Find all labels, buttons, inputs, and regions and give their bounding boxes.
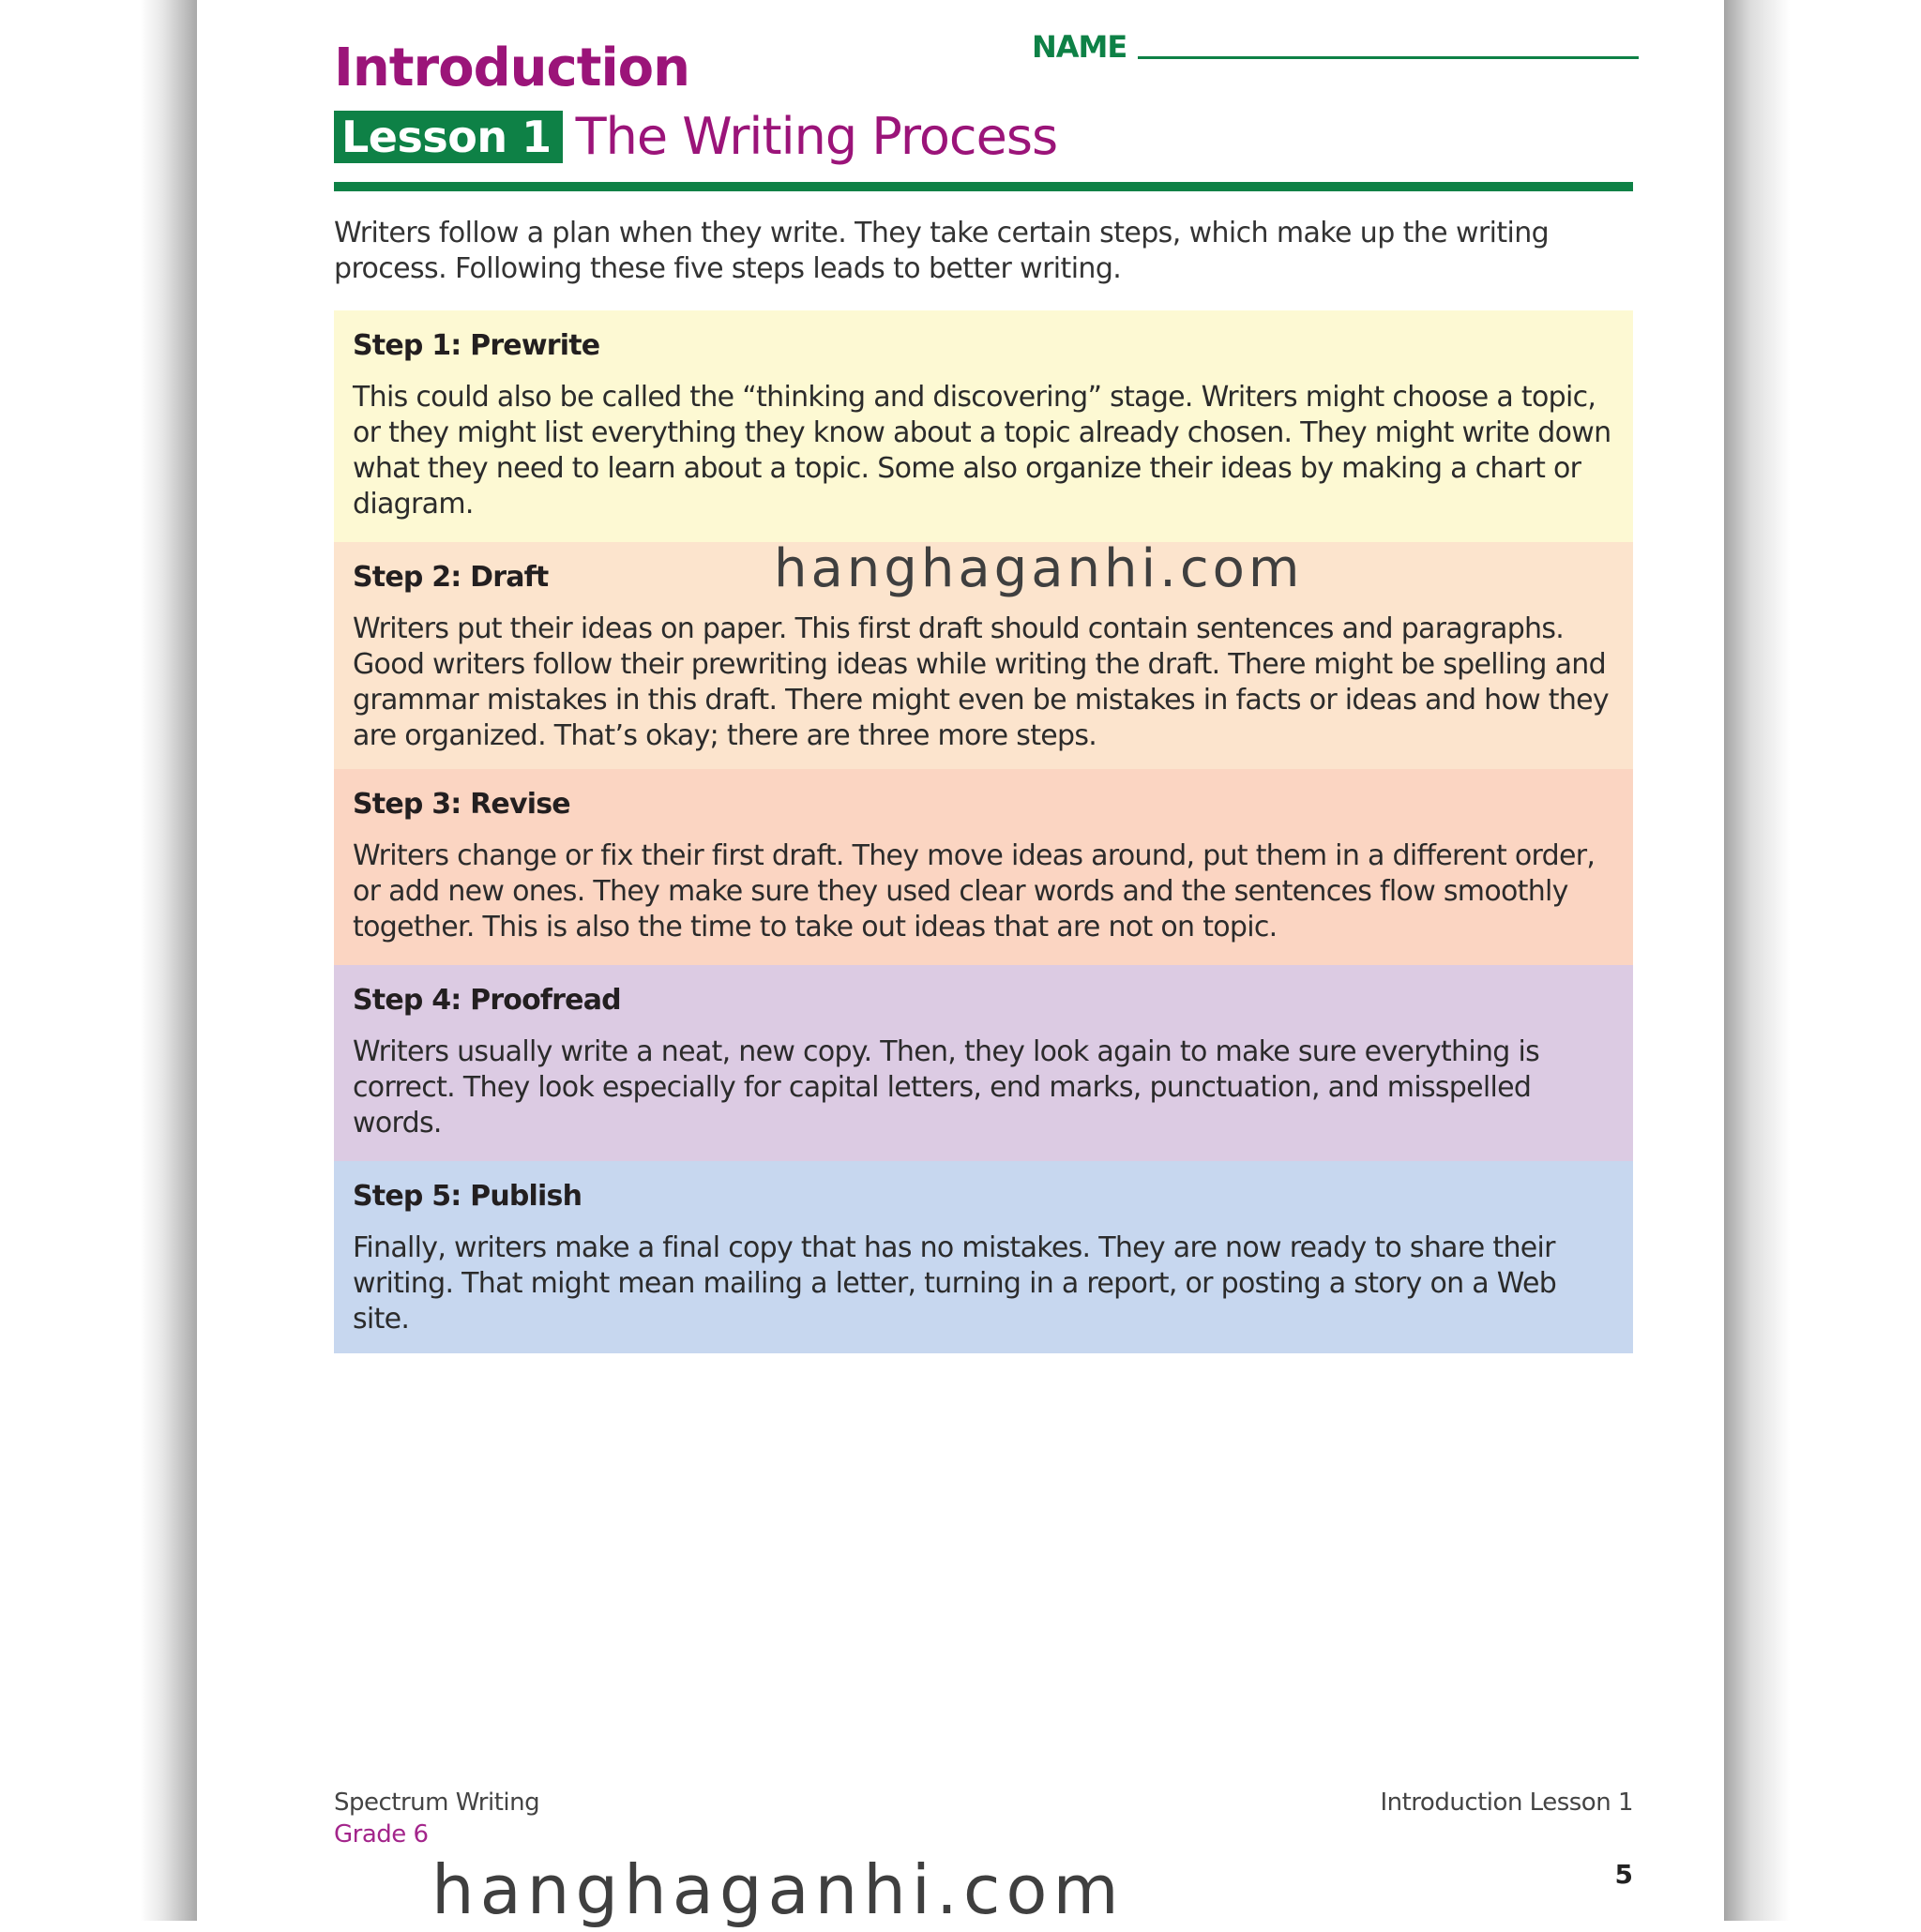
intro-paragraph: Writers follow a plan when they write. They take certain steps, which make up the writing process. Following these five steps leads to better writing. <box>334 217 1550 285</box>
watermark-middle: hanghaganhi.com <box>774 538 1304 599</box>
step-title: Step 1: Prewrite <box>353 329 600 362</box>
step-proofread <box>334 965 1633 1161</box>
step-text: Writers change or fix their first draft. They move ideas around, put them in a different order, or add new ones. They make sure they used clear words and the sentences flow smoothly together. This is also the time to take out ideas that are not on topic. <box>353 839 1596 943</box>
footer-book-info <box>334 1787 539 1850</box>
page-shadow-right <box>1724 0 1790 1921</box>
step-text: Writers put their ideas on paper. This first draft should contain sentences and paragraphs. Good writers follow their prewriting ideas while writing the draft. There might be spelling and grammar mistakes in this draft. There might even be mistakes in facts or ideas and how they are organized. That’s okay; there are three more steps. <box>353 612 1609 752</box>
name-field <box>1032 28 1639 66</box>
header-divider <box>334 182 1633 191</box>
worksheet-page <box>197 0 1724 1921</box>
steps-list <box>334 310 1633 1353</box>
name-write-line[interactable] <box>1138 56 1639 59</box>
step-title: Step 5: Publish <box>353 1180 582 1213</box>
step-text: Writers usually write a neat, new copy. Then, they look again to make sure everything is correct. They look especially for capital letters, end marks, punctuation, and misspelled words. <box>353 1035 1540 1140</box>
watermark-bottom: hanghaganhi.com <box>431 1850 1125 1929</box>
step-title: Step 3: Revise <box>353 788 570 821</box>
name-label: NAME <box>1032 29 1127 65</box>
step-text: Finally, writers make a final copy that has no mistakes. They are now ready to share their writing. That might mean mailing a letter, turning in a report, or posting a story on a Web site. <box>353 1231 1557 1336</box>
page-shadow-left <box>141 0 197 1921</box>
step-text: This could also be called the “thinking and discovering” stage. Writers might choose a topic, or they might list everything they know about a topic already chosen. They might write down what they need to learn about a topic. Some also organize their ideas by making a chart or diagram. <box>353 381 1611 521</box>
footer-grade: Grade 6 <box>334 1820 429 1849</box>
lesson-heading <box>334 107 1058 166</box>
step-revise <box>334 769 1633 965</box>
footer-lesson-ref: Introduction Lesson 1 <box>1380 1789 1633 1817</box>
footer-book-title: Spectrum Writing <box>334 1789 540 1817</box>
lesson-badge: Lesson 1 <box>334 111 563 163</box>
section-title: Introduction <box>334 38 690 98</box>
step-title: Step 4: Proofread <box>353 984 621 1017</box>
step-prewrite <box>334 310 1633 542</box>
step-title: Step 2: Draft <box>353 561 549 594</box>
step-publish <box>334 1161 1633 1353</box>
lesson-title: The Writing Process <box>575 107 1058 166</box>
page-number: 5 <box>1614 1859 1633 1890</box>
